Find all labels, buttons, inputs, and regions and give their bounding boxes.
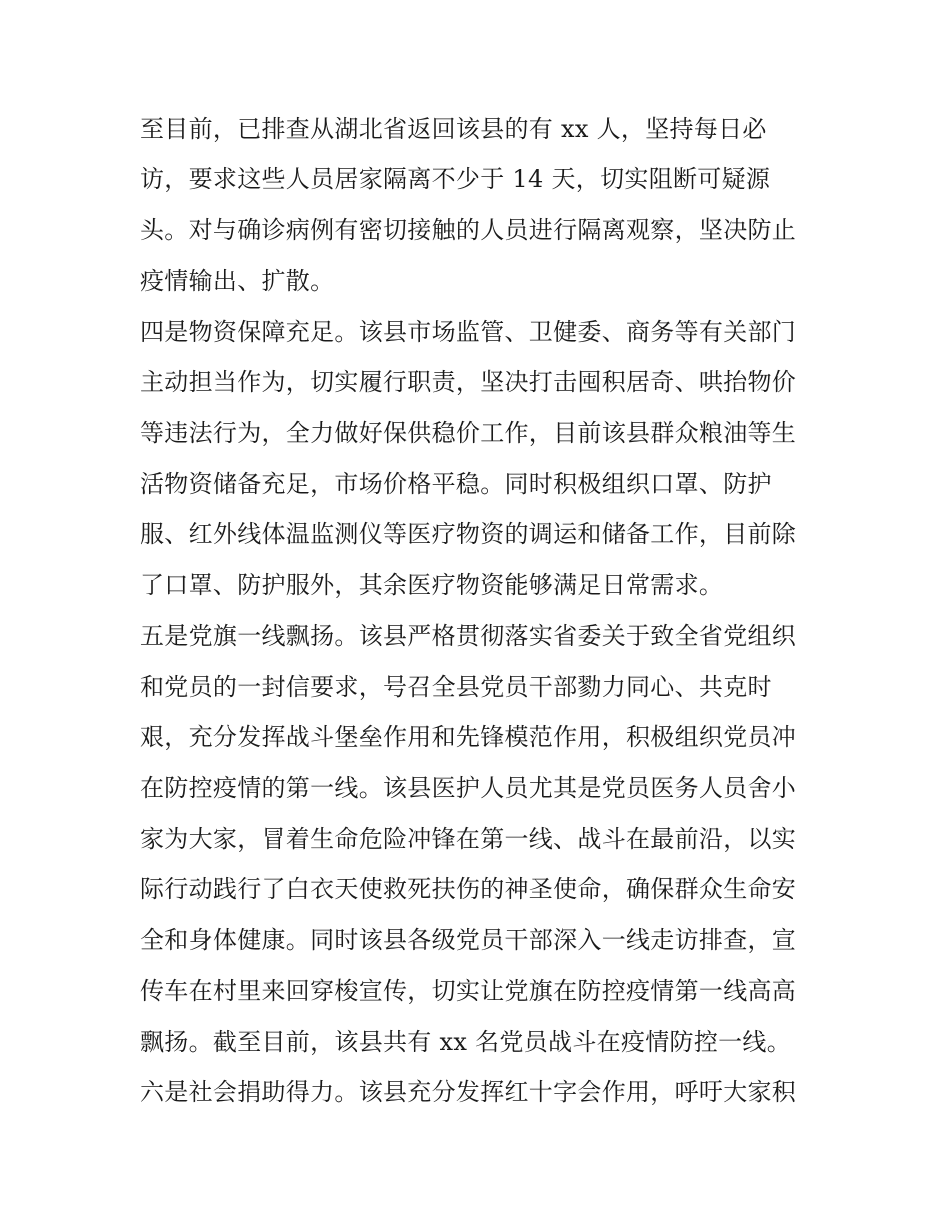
text-line-6: 主动担当作为，切实履行职责，坚决打击囤积居奇、哄抬物价 [140, 368, 797, 396]
text-line-10: 了口罩、防护服外，其余医疗物资能够满足日常需求。 [140, 571, 724, 599]
text-line-1: 至目前，已排查从湖北省返回该县的有 xx 人，坚持每日必 [140, 115, 767, 143]
text-line-3: 头。对与确诊病例有密切接触的人员进行隔离观察，坚决防止 [140, 216, 797, 244]
text-line-9: 服、红外线体温监测仪等医疗物资的调运和储备工作，目前除 [140, 520, 797, 548]
text-line-14: 在防控疫情的第一线。该县医护人员尤其是党员医务人员舍小 [140, 774, 797, 802]
text-line-5: 四是物资保障充足。该县市场监管、卫健委、商务等有关部门 [140, 318, 797, 346]
text-line-19: 飘扬。截至目前，该县共有 xx 名党员战斗在疫情防控一线。 [140, 1028, 792, 1056]
text-line-8: 活物资储备充足，市场价格平稳。同时积极组织口罩、防护 [140, 470, 772, 498]
text-line-18: 传车在村里来回穿梭宣传，切实让党旗在防控疫情第一线高高 [140, 977, 797, 1005]
text-line-2: 访，要求这些人员居家隔离不少于 14 天，切实阻断可疑源 [140, 165, 771, 193]
text-line-16: 际行动践行了白衣天使救死扶伤的神圣使命，确保群众生命安 [140, 875, 797, 903]
text-line-4: 疫情输出、扩散。 [140, 267, 335, 295]
text-line-15: 家为大家，冒着生命危险冲锋在第一线、战斗在最前沿，以实 [140, 825, 797, 853]
text-line-11: 五是党旗一线飘扬。该县严格贯彻落实省委关于致全省党组织 [140, 622, 797, 650]
text-line-12: 和党员的一封信要求，号召全县党员干部勠力同心、共克时 [140, 673, 772, 701]
text-line-17: 全和身体健康。同时该县各级党员干部深入一线走访排查，宣 [140, 926, 797, 954]
text-line-20: 六是社会捐助得力。该县充分发挥红十字会作用，呼吁大家积 [140, 1078, 797, 1106]
text-line-7: 等违法行为，全力做好保供稳价工作，目前该县群众粮油等生 [140, 419, 797, 447]
text-line-13: 艰，充分发挥战斗堡垒作用和先锋模范作用，积极组织党员冲 [140, 723, 797, 751]
